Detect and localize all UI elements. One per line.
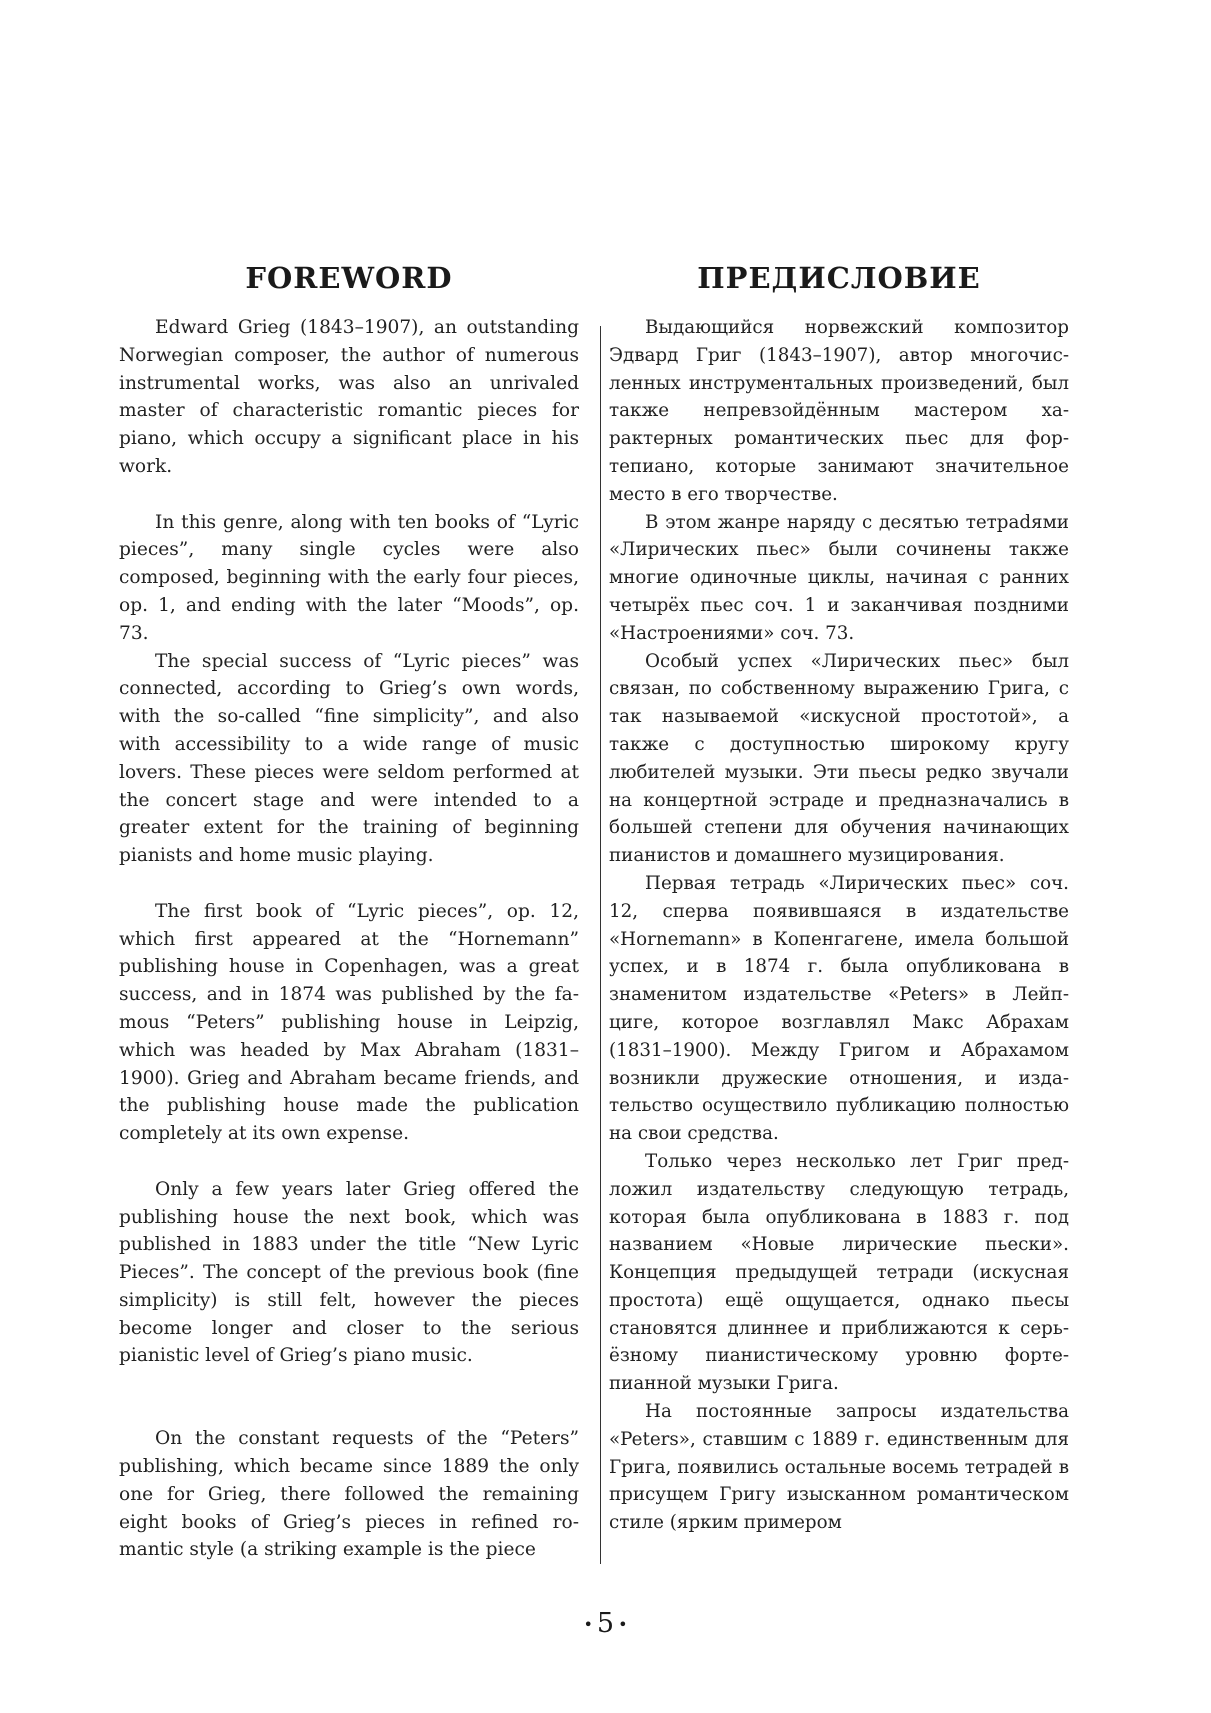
russian-paragraph: Особый успех «Лирических пьес» был связан, по собственному выражению Грига, с так называемой «искусной простотой», а также с доступностью широкому кругу любителей музыки. Эти пьесы редко звучали на концертной эстраде и предназначались в большей степени для обучения начинающих пианистов и домашнего музицирования.: [609, 650, 1069, 867]
russian-title: ПРЕДИСЛОВИЕ: [697, 261, 981, 295]
page-number-value: 5: [596, 1608, 615, 1639]
english-paragraph: In this genre, along with ten books of “Lyric pieces”, many single cycles were also composed, beginning with the early four pieces, op. 1, and ending with the later “Moods”, op. 73.: [119, 511, 579, 644]
english-column: [119, 258, 579, 1564]
russian-paragraph: Только через несколько лет Григ предложил издательству следующую тетрадь, которая была опубликована в 1883 г. под названием «Новые лирические пьески». Концепция предыдущей тетради (искусная простота) ещё ощущается, однако пьесы становятся длиннее и приближаются к серьёзному пианистическому уровню фортепианной музыки Грига.: [609, 1150, 1069, 1395]
russian-paragraph: В этом жанре наряду с десятью тетраdями «Лирических пьес» были сочинены также многие одиночные циклы, начиная с ранних четырёх пьес соч. 1 и заканчивая поздними «Настроениями» соч. 73.: [609, 511, 1069, 644]
column-divider: [600, 326, 601, 1564]
english-paragraph: On the constant requests of the “Peters” publishing, which became since 1889 the only one for Grieg, there followed the remaining eight books of Grieg’s pieces in refined romantic style (a striking example is the piece: [119, 1428, 579, 1561]
page-number: [0, 1608, 1211, 1639]
russian-column: [609, 258, 1069, 1537]
page-number-ornament-left: •: [583, 1615, 593, 1634]
russian-paragraph: Первая тетрадь «Лирических пьес» соч. 12, сперва появившаяся в издательстве «Hornemann» в Копенгагене, имела большой успех, и в 1874 г. была опубликована в знаменитом издательстве «Peters» в Лейпциге, которое возглавлял Макс Абрахам (1831–1900). Между Григом и Абрахамом возникли дружеские отношения, и издательство осуществило публикацию полностью на свои средства.: [609, 872, 1069, 1145]
english-paragraph: The first book of “Lyric pieces”, op. 12, which first appeared at the “Hornemann” publishing house in Copenhagen, was a great success, and in 1874 was published by the famous “Peters” publishing house in Leipzig, which was headed by Max Abraham (1831–1900). Grieg and Abraham became friends, and the publishing house made the publication completely at its own expense.: [119, 900, 579, 1145]
russian-paragraph: Выдающийся норвежский композитор Эдвард Григ (1843–1907), автор многочисленных инструментальных произведений, был также непревзойдённым мастером характерных романтических пьес для фортепиано, которые занимают значительное место в его творчестве.: [609, 317, 1069, 505]
english-title: FOREWORD: [245, 261, 453, 295]
english-paragraph: The special success of “Lyric pieces” was connected, according to Grieg’s own words, with the so-called “fine simplicity”, and also with accessibility to a wide range of music lovers. These pieces were seldom performed at the concert stage and were intended to a greater extent for the training of beginning pianists and home music playing.: [119, 650, 579, 867]
english-paragraph: Edward Grieg (1843–1907), an outstanding Norwegian composer, the author of numerous instrumental works, was also an unrivaled master of characteristic romantic pieces for piano, which occupy a significant place in his work.: [119, 317, 579, 477]
english-paragraph: Only a few years later Grieg offered the publishing house the next book, which was published in 1883 under the title “New Lyric Pieces”. The concept of the previous book (fine simplicity) is still felt, however the pieces become longer and closer to the serious pianistic level of Grieg’s piano music.: [119, 1178, 579, 1367]
russian-paragraph: На постоянные запросы издательства «Peters», ставшим с 1889 г. единственным для Грига, появились остальные восемь тетрадей в присущем Григу изысканном романтическом стиле (ярким примером: [609, 1401, 1069, 1534]
page-number-ornament-right: •: [618, 1615, 628, 1634]
